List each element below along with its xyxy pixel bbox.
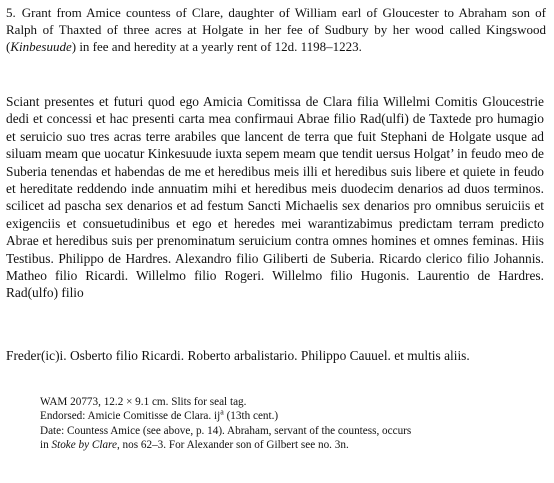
endorsed-date: (13th cent.) bbox=[223, 410, 279, 423]
archival-notes bbox=[40, 395, 548, 453]
heading-text-end: ) in fee and heredity at a yearly rent of 12d. 1198–1223. bbox=[71, 39, 362, 54]
latin-charter-tail: Freder(ic)i. Osberto filio Ricardi. Roberto arbalistario. Philippo Cauuel. et multis aliis. bbox=[6, 348, 470, 363]
entry-number: 5. bbox=[6, 5, 16, 20]
stoke-title: Stoke by Clare bbox=[51, 439, 117, 452]
heading-italic-place: Kinbesuude bbox=[10, 39, 72, 54]
note-wam: WAM 20773, 12.2 × 9.1 cm. Slits for seal tag. bbox=[40, 396, 247, 408]
note-endorsed bbox=[40, 409, 548, 423]
stoke-suffix: , nos 62–3. For Alexander son of Gilbert see no. 3n. bbox=[116, 439, 349, 452]
entry-heading bbox=[6, 4, 546, 55]
latin-charter-text: Sciant presentes et futuri quod ego Amicia Comitissa de Clara filia Willelmi Comitis Gloucestrie dedi et concessi et hac presenti carta mea confirmaui Abrae filio Rad(ulfi) de Taxtede pro humagio et seruicio suo tres acras terre arabiles que lancent de terra que fuit Stephani de Holgate usque ad siluam meam que uocatur Kinkesuude iuxta sepem meam que tendit uersus Holgat’ in feudo meo de Suberia tenendas et habendas de me et heredibus meis illi et heredibus suis libere et quiete in feudo et hereditate reddendo inde annuatim mihi et heredibus meis duodecim denarios ad duos terminos. scilicet ad pascha sex denarios et ad festum Sancti Michaelis sex denarios pro omnibus seruiciis et exigenciis et consuetudinibus et ego et heredes mei warantizabimus predictam terram predicto Abrae et heredibus suis per prenominatum seruicium contra omnes homines et omnes feminas. Hiis Testibus. Philippo de Hardres. Alexandro filio Giliberti de Suberia. Ricardo clerico filio Johannis. Matheo filio Ricardi. Willelmo filio Rogeri. Willelmo filio Hugonis. Laurentio de Hardres. Rad(ulfo) filio bbox=[6, 94, 544, 301]
stoke-prefix: in bbox=[40, 439, 52, 452]
note-stoke bbox=[40, 438, 548, 452]
note-date: Date: Countess Amice (see above, p. 14). Abraham, servant of the countess, occurs bbox=[40, 424, 412, 437]
endorsed-text: Endorsed: Amicie Comitisse de Clara. ij bbox=[40, 410, 221, 423]
endorsed-superscript: a bbox=[220, 407, 224, 417]
heading-text: Grant from Amice countess of Clare, daughter of William earl of Gloucester to Abraham son of Ralph of Thaxted of three acres at Holgate in her fee of Sudbury by her wood called Kingswood ( bbox=[6, 5, 546, 54]
